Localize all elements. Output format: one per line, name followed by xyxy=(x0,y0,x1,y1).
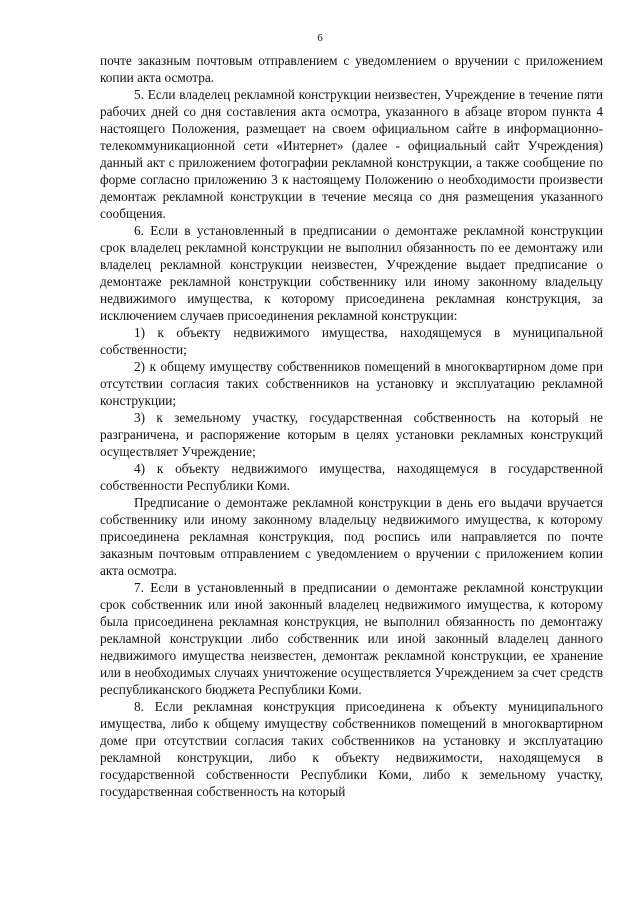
list-item: 3) к земельному участку, государственная собственность на который не разграничена, и распоряжение которым в целях установки рекламных конструкций осуществляет Учреждение; xyxy=(100,410,603,459)
paragraph: почте заказным почтовым отправлением с уведомлением о вручении с приложением копии акта осмотра. xyxy=(100,53,603,85)
list-item: 2) к общему имуществу собственников помещений в многоквартирном доме при отсутствии согласия таких собственников на установку и эксплуатацию рекламной конструкции; xyxy=(100,359,603,408)
paragraph: 5. Если владелец рекламной конструкции неизвестен, Учреждение в течение пяти рабочих дней со дня составления акта осмотра, указанного в абзаце втором пункта 4 настоящего Положения, размещает на своем официальном сайте в информационно-телекоммуникационной сети «Интернет» (далее - официальный сайт Учреждения) данный акт с приложением фотографии рекламной конструкции, а также сообщение по форме согласно приложению 3 к настоящему Положению о необходимости произвести демонтаж рекламной конструкции в течение месяца со дня размещения указанного сообщения. xyxy=(100,87,603,221)
list-item: 1) к объекту недвижимого имущества, находящемуся в муниципальной собственности; xyxy=(100,325,603,357)
paragraph: 6. Если в установленный в предписании о демонтаже рекламной конструкции срок владелец рекламной конструкции не выполнил обязанность по ее демонтажу или владелец рекламной конструкции неизвестен, Учреждение выдает предписание о демонтаже рекламной конструкции собственнику или иному законному владельцу недвижимого имущества, к которому присоединена рекламная конструкция, за исключением случаев присоединения рекламной конструкции: xyxy=(100,223,603,323)
paragraph: 8. Если рекламная конструкция присоединена к объекту муниципального имущества, либо к общему имуществу собственников помещений в многоквартирном доме при отсутствии согласия таких собственников на установку и эксплуатацию рекламной конструкции, либо к объекту недвижимости, находящемуся в государственной собственности Республики Коми, либо к земельному участку, государственная собственность на который xyxy=(100,699,603,799)
paragraph: 7. Если в установленный в предписании о демонтаже рекламной конструкции срок собственник или иной законный владелец недвижимого имущества, к которому была присоединена рекламная конструкция, не выполнил обязанность по демонтажу рекламной конструкции либо собственник или иной законный владелец данного недвижимого имущества неизвестен, демонтаж рекламной конструкции, ее хранение или в необходимых случаях уничтожение осуществляется Учреждением за счет средств республиканского бюджета Республики Коми. xyxy=(100,580,603,697)
document-body xyxy=(100,52,603,800)
page-number: 6 xyxy=(317,32,323,44)
list-item: 4) к объекту недвижимого имущества, находящемуся в государственной собственности Республики Коми. xyxy=(100,461,603,493)
paragraph: Предписание о демонтаже рекламной конструкции в день его выдачи вручается собственнику или иному законному владельцу недвижимого имущества, к которому присоединена рекламная конструкция, под роспись или направляется по почте заказным почтовым отправлением с уведомлением о вручении с приложением копии акта осмотра. xyxy=(100,495,603,578)
